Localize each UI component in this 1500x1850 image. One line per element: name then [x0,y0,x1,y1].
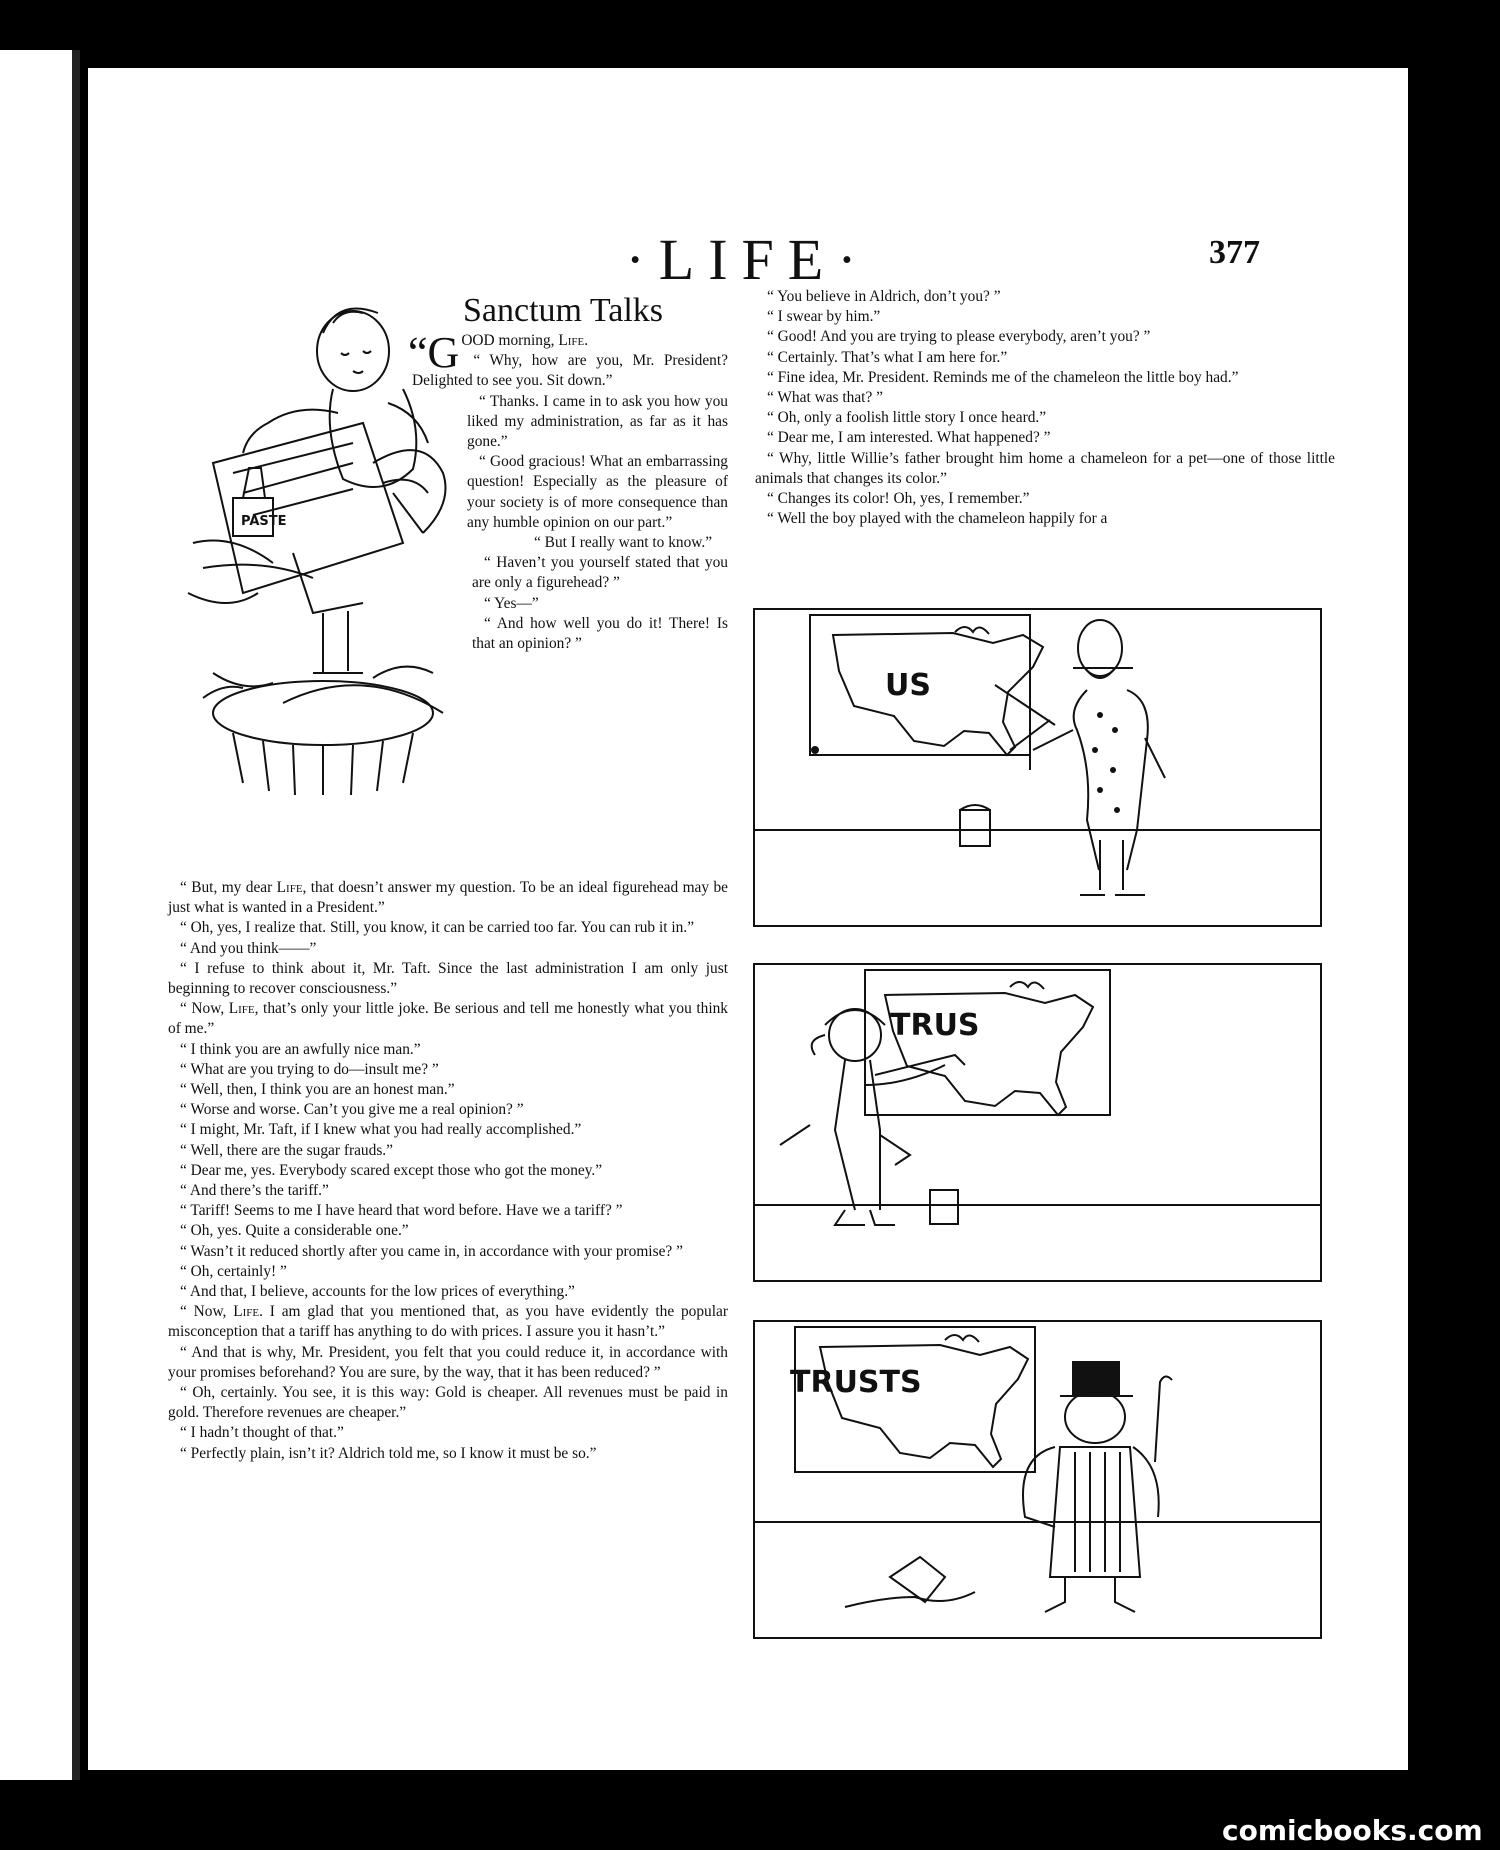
paragraph: “ Now, Life. I am glad that you mentioned that, as you have evidently the popular misconception that a tariff has anything to do with prices. I assure you it hasn’t.” [168,1303,728,1341]
paragraph: “ Why, little Willie’s father brought him home a chameleon for a pet—one of those little animals that changes its color.” [755,449,1335,487]
masthead: ·LIFE· [625,227,871,292]
paragraph: “ Perfectly plain, isn’t it? Aldrich told me, so I know it must be so.” [180,1444,597,1462]
paragraph: “ But I really want to know.” [534,534,713,552]
paragraph: “ Well, there are the sugar frauds.” [180,1141,393,1159]
paragraph: “ And that is why, Mr. President, you felt that you could reduce it, in accordance with your promises beforehand? You are sure, by the way, that it has been reduced? ” [168,1343,728,1381]
article-column-2 [755,287,1335,529]
paragraph: “ Fine idea, Mr. President. Reminds me of the chameleon the little boy had.” [767,368,1239,386]
paragraph: “ Tariff! Seems to me I have heard that word before. Have we a tariff? ” [180,1202,623,1220]
article-intro [408,328,728,654]
paragraph: “ Why, how are you, Mr. President? Delighted to see you. Sit down.” [412,352,728,390]
paragraph: “ Thanks. I came in to ask you how you liked my administration, as far as it has gone.” [467,392,728,451]
paragraph: “ I might, Mr. Taft, if I knew what you had really accomplished.” [180,1121,582,1139]
paragraph: “ I swear by him.” [767,308,881,326]
paragraph: “ What was that? ” [767,389,883,407]
cartoon-panel-1 [753,608,1322,927]
drop-cap: “G [408,328,460,377]
paragraph: “ And there’s the tariff.” [180,1182,329,1200]
paragraph: “ Oh, yes. Quite a considerable one.” [180,1222,409,1240]
paste-jar-label: PASTE [241,514,287,529]
paragraph: “ Certainly. That’s what I am here for.” [767,348,1008,366]
paragraph: “ Yes—” [484,594,539,612]
paragraph: “ Worse and worse. Can’t you give me a real opinion? ” [180,1101,524,1119]
paragraph: “ Well, then, I think you are an honest man.” [180,1081,455,1099]
paragraph: “ Now, Life, that’s only your little joke. Be serious and tell me honestly what you think of me.” [168,1000,728,1038]
cartoon-panel-3-art [755,1322,1320,1637]
paragraph: “ Well the boy played with the chameleon happily for a [767,510,1108,528]
paragraph: “ Dear me, yes. Everybody scared except those who got the money.” [180,1161,603,1179]
intro-paragraph: “GOOD morning, Life. [408,328,589,377]
paragraph: “ And that, I believe, accounts for the low prices of everything.” [180,1283,575,1301]
paragraph: “ Oh, certainly! ” [180,1262,287,1280]
map-label-us: US [885,668,931,703]
cartoon-panel-2-art [755,965,1320,1280]
page-number: 377 [1209,234,1260,271]
paragraph: “ I hadn’t thought of that.” [180,1424,344,1442]
magazine-page [88,68,1408,1770]
facing-page-edge [0,50,80,1780]
paragraph: “ Good gracious! What an embarrassing question! Especially as the pleasure of your society is of more consequence than any humble opinion on our part.” [467,453,728,531]
paragraph: “ Oh, yes, I realize that. Still, you know, it can be carried too far. You can rub it in.” [180,919,695,937]
paragraph: “ You believe in Aldrich, don’t you? ” [767,288,1001,305]
paragraph: “ What are you trying to do—insult me? ” [180,1060,439,1078]
paragraph: “ Haven’t you yourself stated that you are only a figurehead? ” [472,554,728,592]
paragraph: “ But, my dear Life, that doesn’t answer my question. To be an ideal figurehead may be just what is wanted in a President.” [168,879,728,917]
cartoon-panel-2 [753,963,1322,1282]
paragraph: “ Changes its color! Oh, yes, I remember.” [767,490,1030,508]
paragraph: “ I refuse to think about it, Mr. Taft. Since the last administration I am only just beginning to recover consciousness.” [168,959,728,998]
paragraph: “ Oh, only a foolish little story I once heard.” [767,409,1047,427]
map-label-trus: TRUS [890,1008,980,1043]
watermark: comicbooks.com [1222,1814,1483,1847]
paragraph: “ And you think——” [180,939,317,957]
cartoon-panel-3 [753,1320,1322,1639]
article-body [168,878,728,1464]
paragraph: “ Wasn’t it reduced shortly after you came in, in accordance with your promise? ” [180,1242,683,1260]
paragraph: “ And how well you do it! There! Is that an opinion? ” [472,614,728,653]
cartoon-panel-1-art [755,610,1320,925]
book-spine [72,50,80,1780]
paragraph: “ Good! And you are trying to please everybody, aren’t you? ” [767,328,1151,346]
map-label-trusts: TRUSTS [790,1365,922,1400]
paragraph: “ Oh, certainly. You see, it is this way: Gold is cheaper. All revenues must be paid in gold. Therefore revenues are cheaper.” [168,1384,728,1422]
paragraph: “ Dear me, I am interested. What happened? ” [767,429,1051,447]
paragraph: “ I think you are an awfully nice man.” [180,1040,421,1058]
article-title: Sanctum Talks [463,292,664,329]
